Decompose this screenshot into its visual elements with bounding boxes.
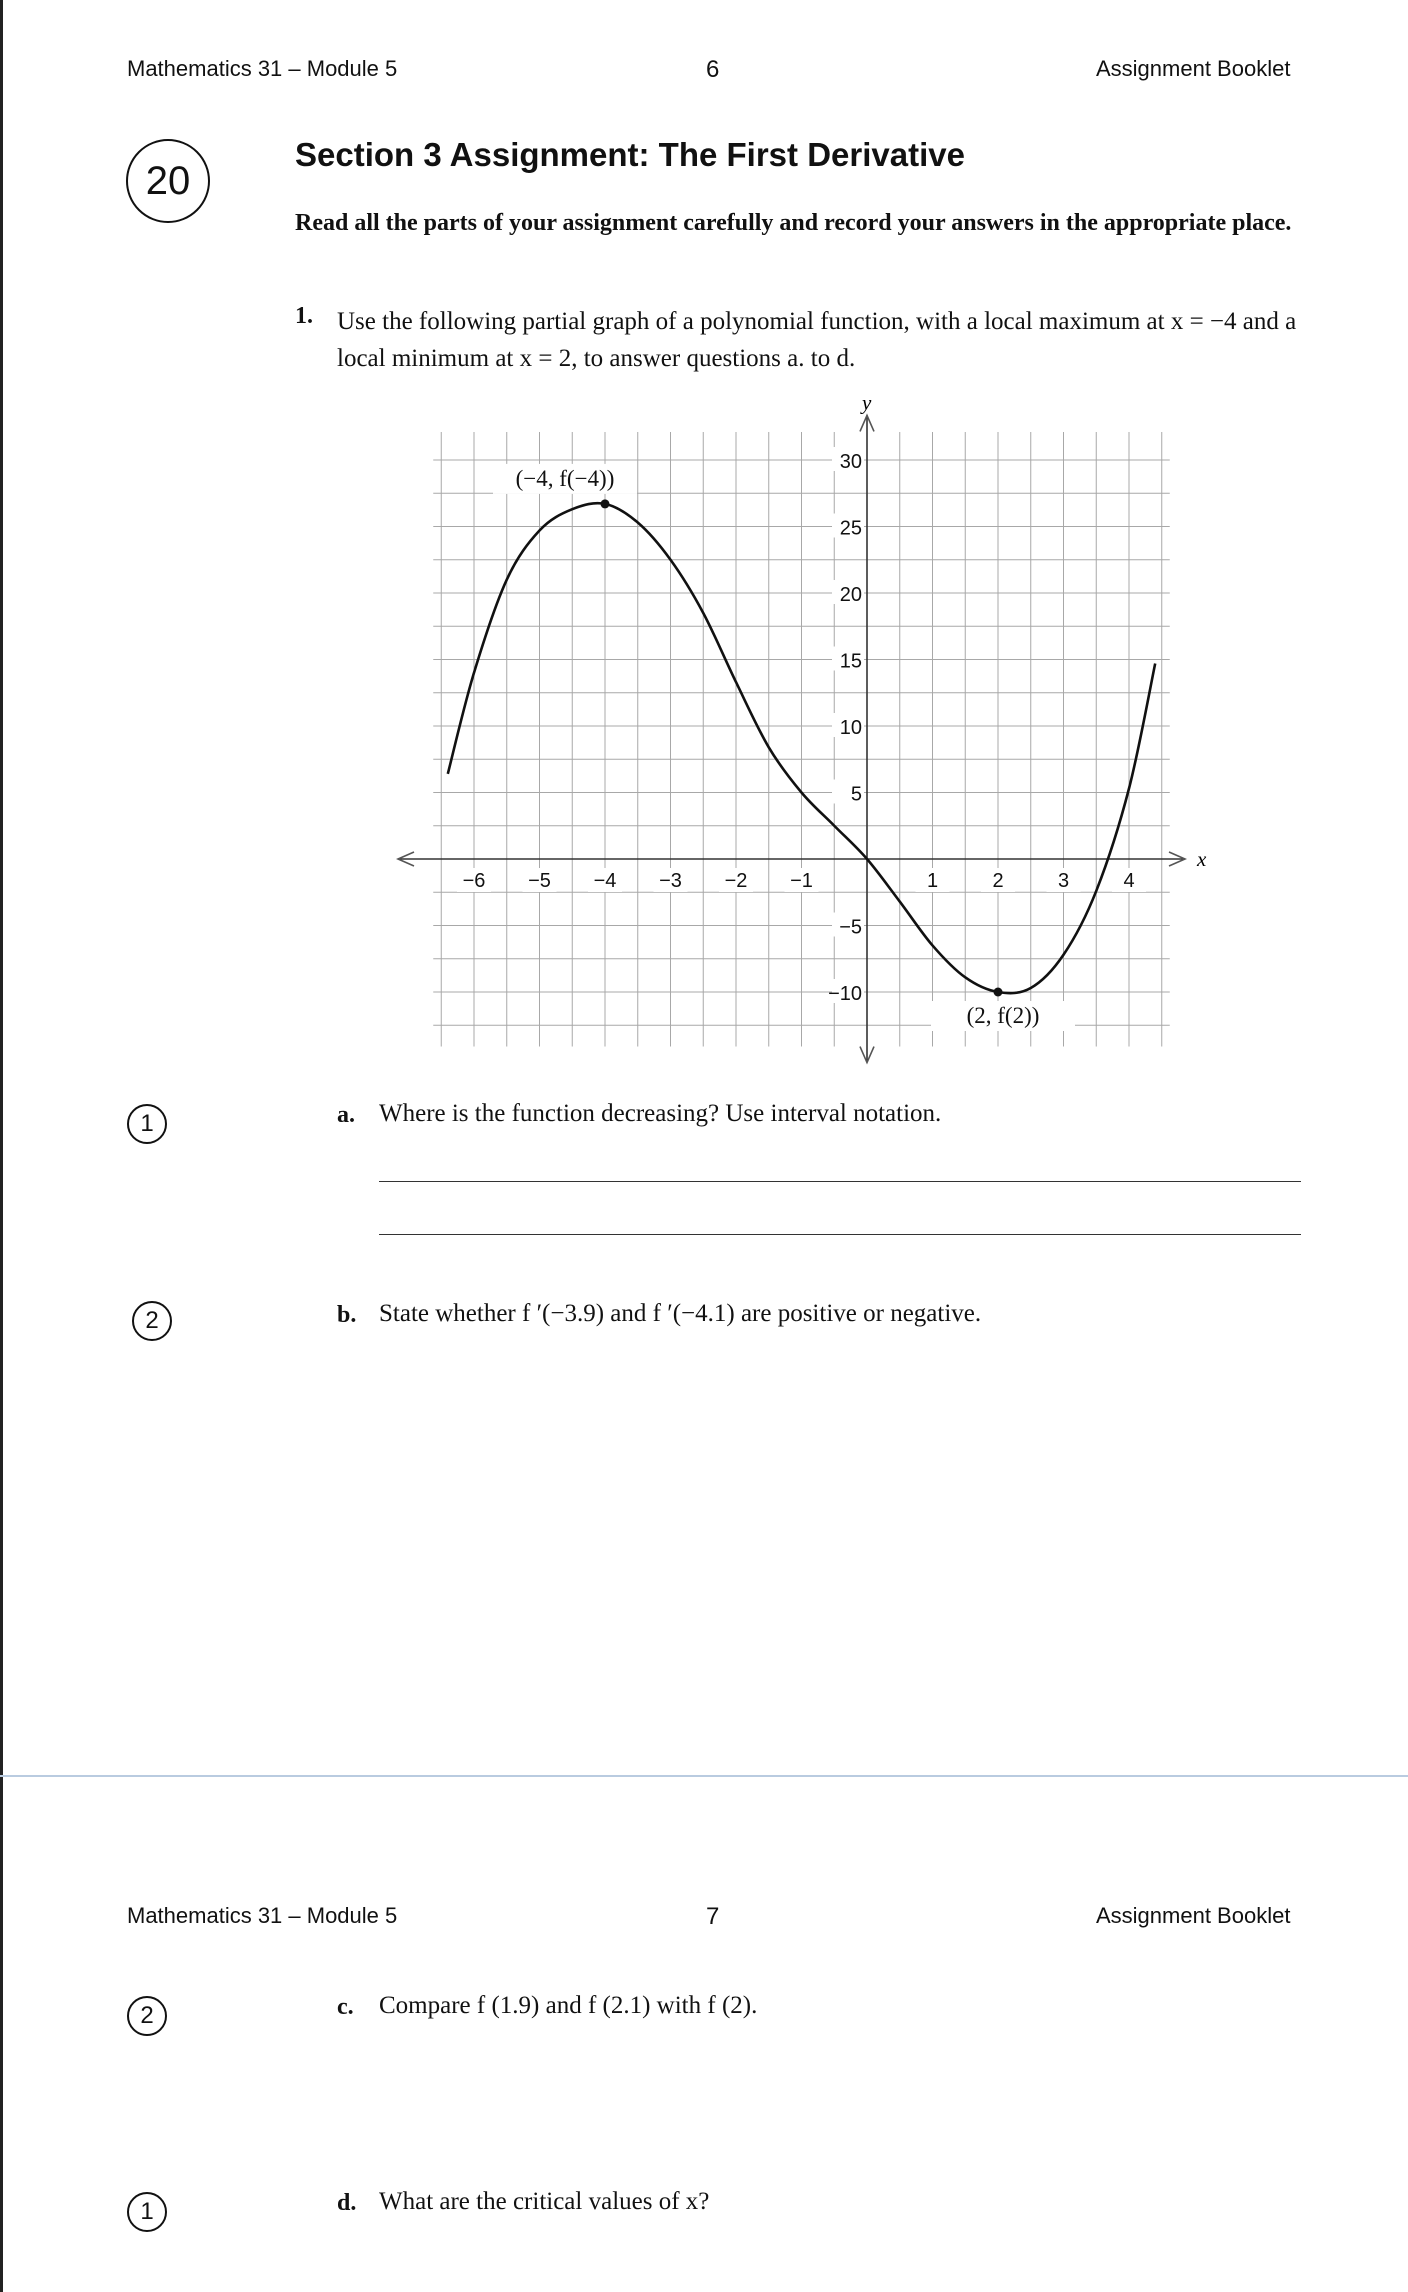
header-right: Assignment Booklet	[1096, 56, 1291, 81]
y-tick-label: 5	[850, 783, 862, 806]
x-tick-label: 3	[1057, 870, 1070, 892]
x-tick-label: 1	[926, 870, 939, 892]
part-c-label: c.	[337, 1994, 354, 2020]
page-number-page2: 7	[706, 1903, 720, 1930]
answer-line-2[interactable]	[379, 1234, 1301, 1235]
part-c-text: Compare f (1.9) and f (2.1) with f (2).	[379, 1992, 758, 2019]
answer-line-1[interactable]	[379, 1181, 1301, 1182]
page-left-border	[0, 0, 3, 2292]
x-axis-label: x	[1197, 847, 1207, 871]
x-tick-label: −4	[593, 870, 617, 892]
page-number: 6	[706, 56, 720, 83]
part-b-text: State whether f ′(−3.9) and f ′(−4.1) are positive or negative.	[379, 1300, 982, 1327]
marks-badge-d: 1	[127, 2192, 167, 2232]
part-d-label: d.	[337, 2190, 357, 2216]
y-tick-label: −10	[828, 983, 862, 1005]
total-marks-badge: 20	[126, 139, 210, 223]
chart-grid	[433, 432, 1170, 1047]
header-right-page2: Assignment Booklet	[1096, 1903, 1291, 1928]
y-tick-label: 30	[839, 451, 862, 473]
y-tick-label: 20	[839, 584, 862, 606]
marks-badge-c: 2	[127, 1996, 167, 2036]
x-tick-label: −2	[724, 870, 748, 892]
marks-badge-a: 1	[127, 1104, 167, 1144]
section-title: Section 3 Assignment: The First Derivative	[295, 136, 965, 173]
part-b-label: b.	[337, 1302, 357, 1328]
part-a-text: Where is the function decreasing? Use interval notation.	[379, 1100, 942, 1127]
x-tick-label: −6	[462, 870, 486, 892]
y-tick-label: −5	[839, 916, 862, 939]
part-a-label: a.	[337, 1102, 355, 1128]
y-tick-label: 25	[839, 517, 862, 540]
x-tick-label: −1	[790, 870, 813, 892]
chart-points	[493, 464, 1075, 1031]
header-left-page2: Mathematics 31 – Module 5	[127, 1903, 398, 1928]
x-tick-label: 2	[992, 870, 1004, 892]
x-tick-label: −3	[659, 870, 682, 892]
marks-badge-b: 2	[132, 1301, 172, 1341]
y-tick-label: 10	[839, 717, 862, 739]
chart-axes	[398, 400, 1207, 1063]
extremum-point	[601, 499, 610, 508]
x-tick-label: −5	[528, 870, 551, 892]
point-label: (2, f(2))	[966, 1003, 1040, 1028]
question-text: Use the following partial graph of a polynomial function, with a local maximum at x = −4 and a local minimum at x = 2, to answer questions a. to d.	[337, 308, 1297, 372]
header-left: Mathematics 31 – Module 5	[127, 56, 398, 81]
point-label: (−4, f(−4))	[515, 465, 615, 491]
question-number: 1.	[295, 303, 313, 329]
y-tick-label: 15	[839, 650, 862, 673]
polynomial-graph	[0, 400, 1408, 1100]
instructions: Read all the parts of your assignment carefully and record your answers in the appropriate place.	[295, 210, 1292, 236]
y-axis-label: y	[862, 400, 872, 415]
page-separator	[0, 1775, 1408, 1777]
extremum-point	[994, 988, 1003, 997]
part-d-text: What are the critical values of x?	[379, 2188, 710, 2215]
x-tick-label: 4	[1123, 870, 1135, 892]
